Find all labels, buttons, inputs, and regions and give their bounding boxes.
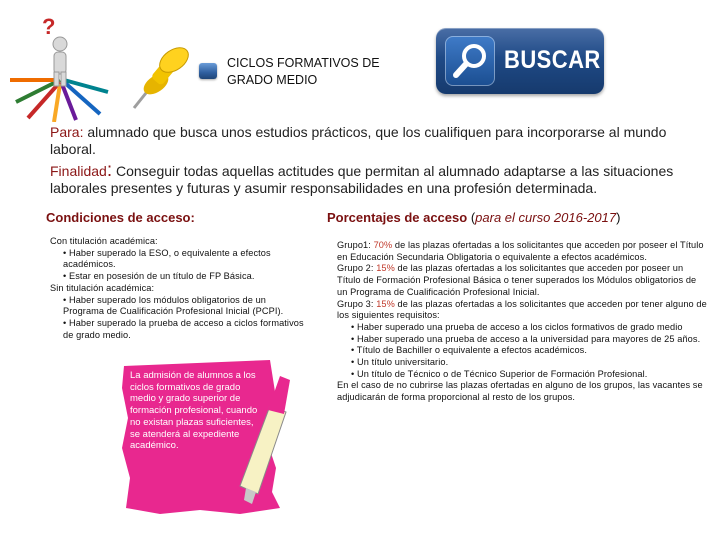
paren-open: ( <box>467 210 476 225</box>
question-figure-illustration <box>4 10 116 122</box>
search-button[interactable] <box>436 28 604 94</box>
pushpin-icon <box>128 40 196 112</box>
percentages-heading-note: para el curso 2016-2017 <box>475 210 617 225</box>
question-mark-icon: ? <box>42 14 56 39</box>
finalidad-text: Conseguir todas aquellas actitudes que permitan al alumnado adaptarse a las situaciones laborales presentes y futuras y asumir responsabilidades en una profesión determinada. <box>50 163 674 196</box>
list-item: • Un título de Técnico o de Técnico Superior de Formación Profesional. <box>351 368 648 379</box>
person-icon <box>53 37 67 86</box>
list-item: • Haber superado la prueba de acceso a ciclos formativos de grado medio. <box>63 317 304 340</box>
group-2-text: de las plazas ofertadas a los solicitantes que acceden por poseer un Título de Formación Profesional Básica o tener superados los Módulos obligatorios de un Programa de Cualificación Profesional Inicial. <box>337 263 697 297</box>
vacancies-note: En el caso de no cubrirse las plazas ofertadas en alguno de los grupos, las vacantes se adjudicarán de forma proporcional al resto de los grupos. <box>337 380 703 403</box>
admission-note-text: La admisión de alumnos a los ciclos formativos de grado medio y grado superior de formación profesional, cuando no existan plazas suficientes, se atenderá al expediente académico. <box>130 370 258 452</box>
finalidad-colon: : <box>106 160 113 181</box>
group-2-label: Grupo 2: <box>337 263 377 274</box>
conditions-heading: Condiciones de acceso: <box>46 210 195 225</box>
percentages-list <box>337 240 707 404</box>
list-item: • Un título universitario. <box>351 357 449 368</box>
group-3-text: de las plazas ofertadas a los solicitantes que acceden por tener alguno de los siguientes requisitos: <box>337 298 707 321</box>
blue-square-bullet-icon <box>199 63 217 79</box>
paren-close: ) <box>616 210 621 225</box>
para-label: Para: <box>50 124 84 140</box>
group-1-text: de las plazas ofertadas a los solicitantes que acceden por poseer el Título en Educación Secundaria Obligatoria o equivalente a efectos académicos. <box>337 240 704 262</box>
search-icon <box>445 36 495 86</box>
group-1-percent: 70% <box>373 240 393 250</box>
group-1-label: Grupo1: <box>337 240 374 250</box>
percentages-heading <box>327 210 620 225</box>
list-item: • Haber superado una prueba de acceso a los ciclos formativos de grado medio <box>351 321 683 332</box>
list-item: • Haber superado una prueba de acceso a la universidad para mayores de 25 años. <box>351 333 701 344</box>
search-button-label: BUSCAR <box>504 46 601 74</box>
page-title-line-1: CICLOS FORMATIVOS DE <box>227 56 380 70</box>
para-text: alumnado que busca unos estudios prácticos, que los cualifiquen para incorporarse al mundo laboral. <box>50 124 667 157</box>
group-1 <box>337 240 707 263</box>
intro-para <box>50 124 690 158</box>
page-title <box>227 55 427 89</box>
without-title: Sin titulación académica: <box>50 282 155 293</box>
intro-finalidad <box>50 162 690 197</box>
group-3-label: Grupo 3: <box>337 298 377 309</box>
group-2-percent: 15% <box>376 263 395 274</box>
finalidad-label: Finalidad <box>50 163 107 179</box>
list-item: • Haber superado la ESO, o equivalente a efectos académicos. <box>63 247 271 270</box>
group-2 <box>337 263 707 298</box>
percentages-heading-text: Porcentajes de acceso <box>327 210 468 225</box>
group-3-percent: 15% <box>376 298 395 309</box>
group-3 <box>337 299 707 322</box>
conditions-list <box>50 236 308 341</box>
list-item: • Haber superado los módulos obligatorios de un Programa de Cualificación Profesional Inicial (PCPI). <box>63 294 284 317</box>
list-item: • Título de Bachiller o equivalente a efectos académicos. <box>351 345 588 356</box>
with-title: Con titulación académica: <box>50 236 158 246</box>
page-title-line-2: GRADO MEDIO <box>227 73 318 87</box>
list-item: • Estar en posesión de un título de FP Básica. <box>63 271 255 282</box>
